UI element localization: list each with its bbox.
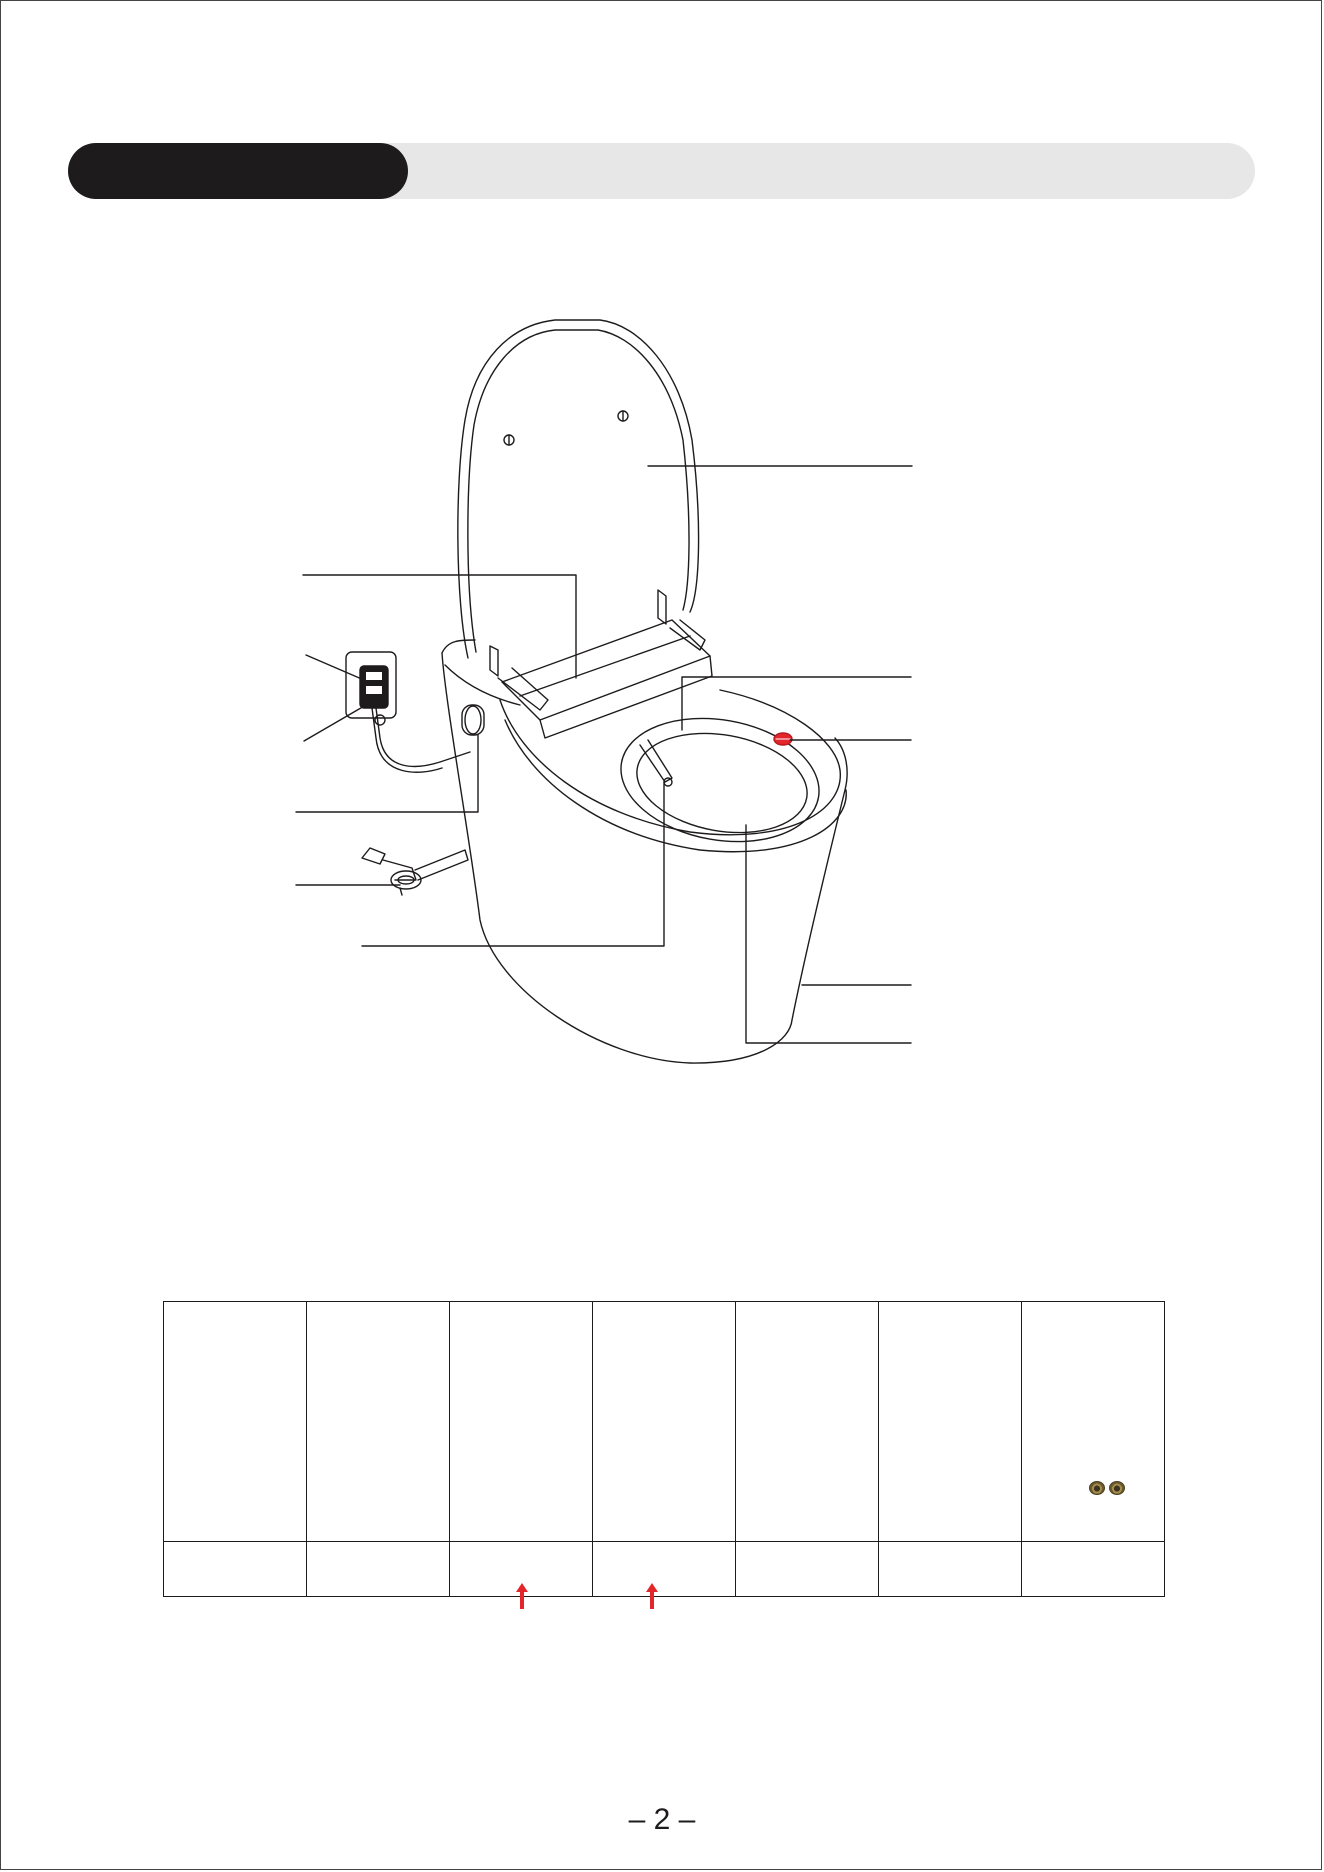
hinges bbox=[490, 590, 705, 710]
sensor-dot bbox=[774, 733, 792, 745]
parts-table-label bbox=[1022, 1542, 1165, 1597]
leader-lines bbox=[296, 466, 912, 1043]
washer-icon bbox=[1109, 1481, 1125, 1495]
parts-table-label bbox=[879, 1542, 1022, 1597]
seat-cover-lid bbox=[458, 320, 699, 658]
nozzle-arm bbox=[640, 740, 672, 786]
side-knob bbox=[462, 705, 484, 735]
parts-table bbox=[163, 1301, 1165, 1597]
parts-table-cell bbox=[164, 1302, 307, 1542]
washers-image bbox=[1089, 1481, 1125, 1495]
parts-table-cell bbox=[879, 1302, 1022, 1542]
parts-table-cell bbox=[593, 1302, 736, 1542]
parts-table-cell bbox=[450, 1302, 593, 1542]
parts-table-label bbox=[307, 1542, 450, 1597]
up-arrow-icon bbox=[646, 1583, 658, 1609]
washer-icon bbox=[1089, 1481, 1105, 1495]
parts-table-label bbox=[736, 1542, 879, 1597]
parts-table-label-row bbox=[164, 1542, 1165, 1597]
parts-table-cell bbox=[736, 1302, 879, 1542]
toilet-bowl-body bbox=[442, 640, 847, 1063]
parts-table-image-row bbox=[164, 1302, 1165, 1542]
parts-table-label bbox=[164, 1542, 307, 1597]
up-arrow-icon bbox=[516, 1583, 528, 1609]
parts-table-label bbox=[593, 1542, 736, 1597]
water-valve bbox=[362, 848, 468, 895]
wall-socket-and-plug bbox=[346, 652, 470, 772]
parts-table-cell bbox=[307, 1302, 450, 1542]
parts-table-cell bbox=[1022, 1302, 1165, 1542]
page-number: – 2 – bbox=[628, 1803, 696, 1836]
